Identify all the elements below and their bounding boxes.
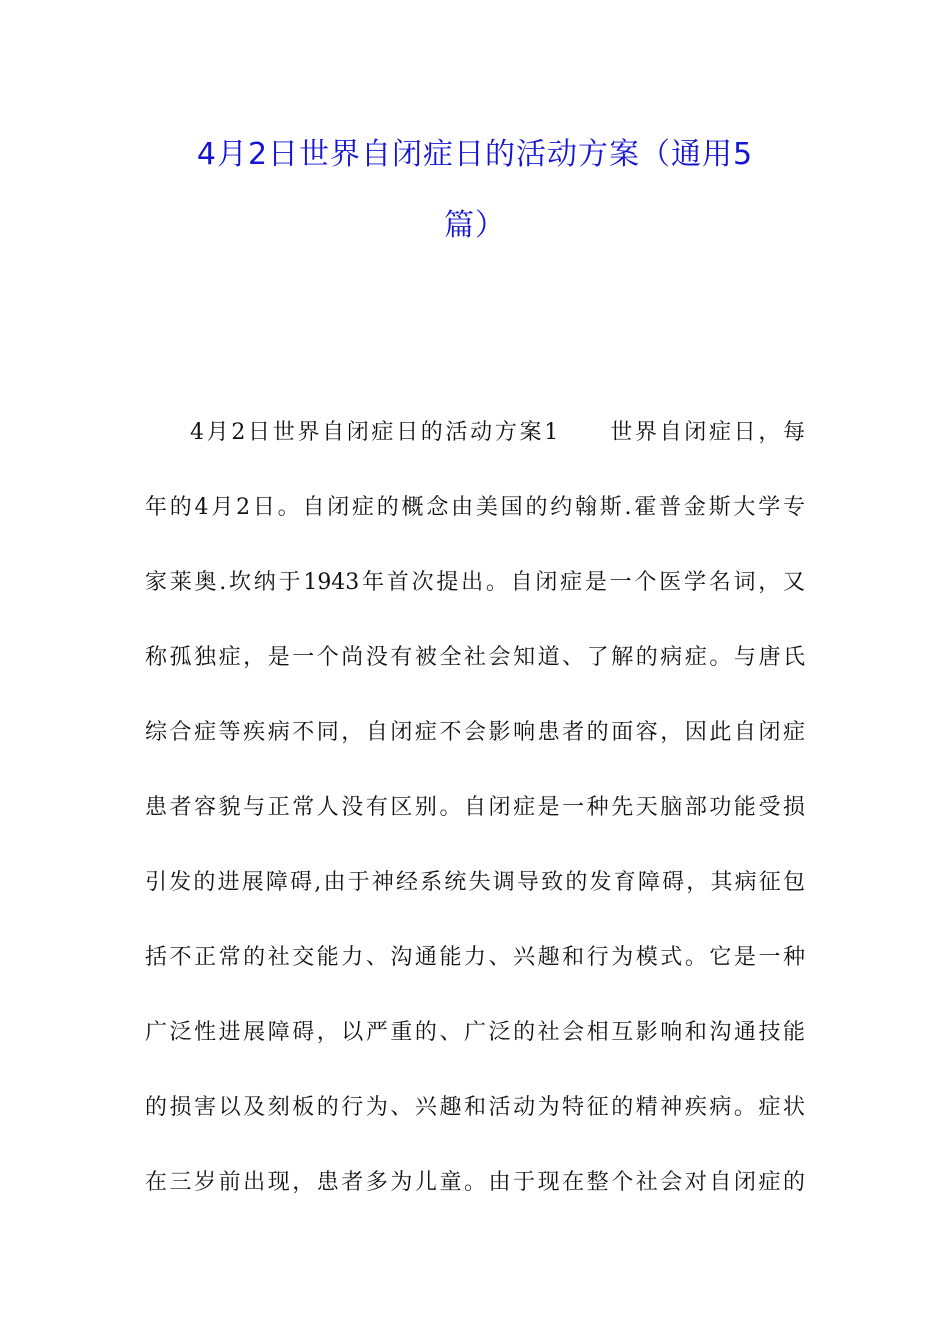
document-title-line-1: 4月2日世界自闭症日的活动方案（通用5 <box>196 137 754 172</box>
paragraph-line: 广泛性进展障碍，以严重的、广泛的社会相互影响和沟通技能 <box>145 1020 805 1045</box>
paragraph-line: 4月2日世界自闭症日的活动方案1 世界自闭症日，每 <box>190 420 805 445</box>
paragraph-line: 在三岁前出现，患者多为儿童。由于现在整个社会对自闭症的 <box>145 1170 805 1195</box>
paragraph-line: 综合症等疾病不同，自闭症不会影响患者的面容，因此自闭症 <box>145 720 805 745</box>
paragraph-line: 年的4月2日。自闭症的概念由美国的约翰斯.霍普金斯大学专 <box>145 495 805 520</box>
paragraph-line: 引发的进展障碍,由于神经系统失调导致的发育障碍，其病征包 <box>145 870 805 895</box>
paragraph-line: 括不正常的社交能力、沟通能力、兴趣和行为模式。它是一种 <box>145 945 805 970</box>
paragraph-line: 称孤独症，是一个尚没有被全社会知道、了解的病症。与唐氏 <box>145 645 805 670</box>
paragraph-line: 的损害以及刻板的行为、兴趣和活动为特征的精神疾病。症状 <box>145 1095 805 1120</box>
document-title-line-2: 篇） <box>444 208 506 243</box>
paragraph-line: 患者容貌与正常人没有区别。自闭症是一种先天脑部功能受损 <box>145 795 805 820</box>
paragraph-line: 家莱奥.坎纳于1943年首次提出。自闭症是一个医学名词，又 <box>145 570 805 595</box>
